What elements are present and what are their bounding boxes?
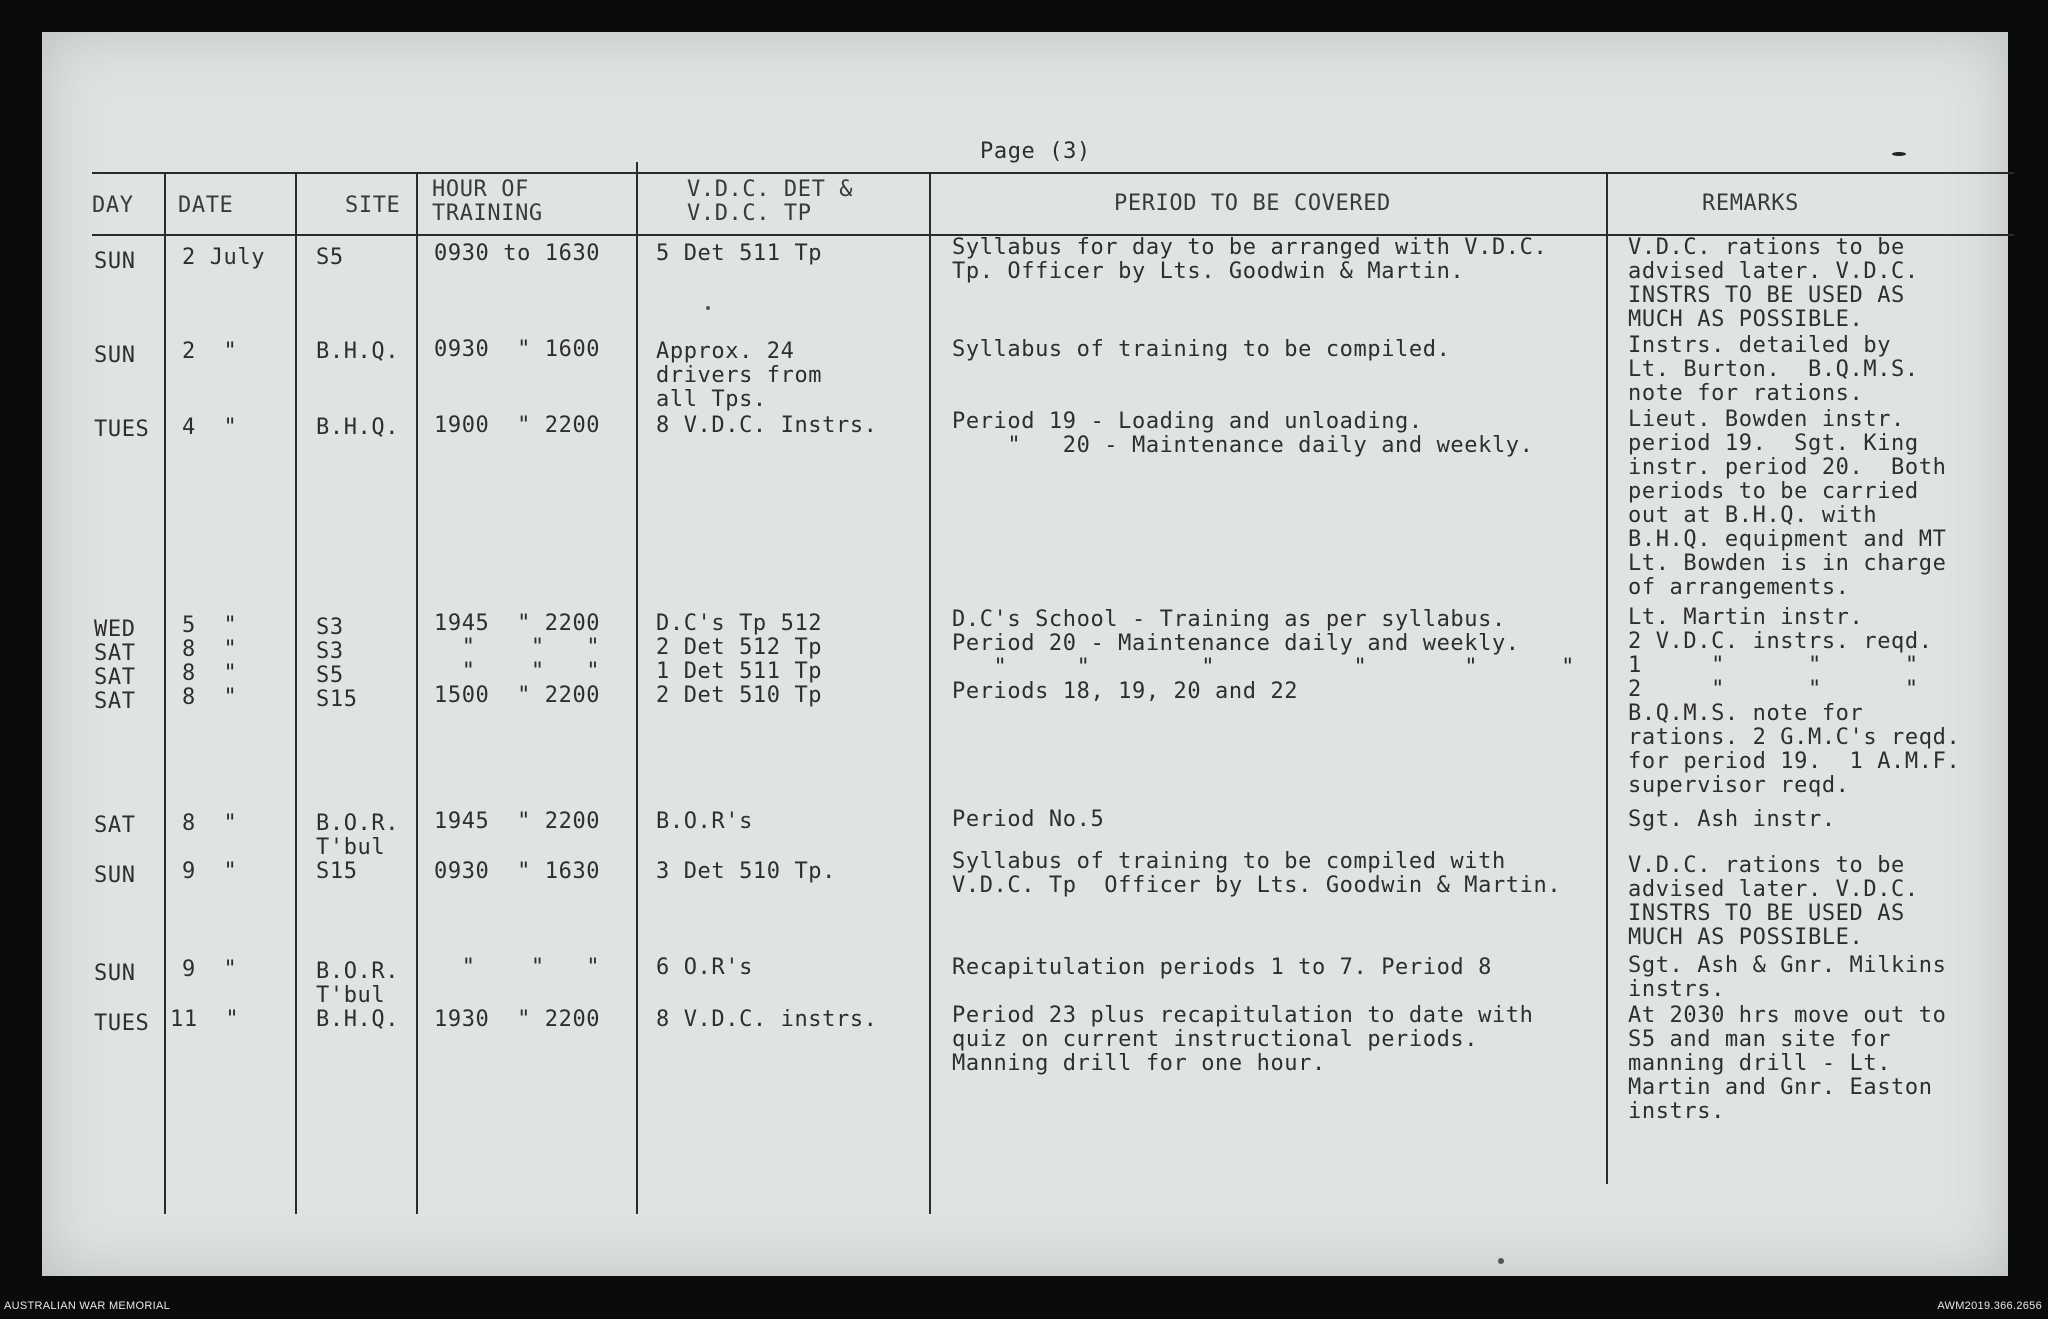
row7-site: B.O.R. T'bul <box>316 959 400 1008</box>
row4-date: 5 " 8 " 8 " 8 " <box>182 613 238 710</box>
row4-det: D.C's Tp 512 2 Det 512 Tp 1 Det 511 Tp 2 Det 510 Tp <box>656 611 823 708</box>
ink-speck <box>706 306 710 310</box>
row2-site: B.H.Q. <box>316 339 400 364</box>
row5-site: B.O.R. T'bul <box>316 811 400 860</box>
row3-remarks: Lieut. Bowden instr. period 19. Sgt. King instr. period 20. Both periods to be carried out at B.H.Q. with B.H.Q. equipment and MT Lt. Bowden is in charge of arrangements. <box>1628 407 1947 600</box>
divider-site-hour <box>416 174 418 1214</box>
row3-site: B.H.Q. <box>316 415 400 440</box>
row1-hour: 0930 to 1630 <box>434 241 601 266</box>
header-hour-line2: TRAINING <box>432 201 543 226</box>
row6-date: 9 " <box>182 859 238 884</box>
row7-period: Recapitulation periods 1 to 7. Period 8 <box>952 955 1492 980</box>
document-sheet <box>42 32 2008 1276</box>
row5-det: B.O.R's <box>656 809 753 834</box>
row8-det: 8 V.D.C. instrs. <box>656 1007 878 1032</box>
row3-date: 4 " <box>182 415 238 440</box>
row4-hour: 1945 " 2200 " " " " " " 1500 " 2200 <box>434 611 601 708</box>
row2-hour: 0930 " 1600 <box>434 337 601 362</box>
row1-date: 2 July <box>182 245 266 270</box>
row6-hour: 0930 " 1630 <box>434 859 601 884</box>
row3-det: 8 V.D.C. Instrs. <box>656 413 878 438</box>
row8-remarks: At 2030 hrs move out to S5 and man site for manning drill - Lt. Martin and Gnr. Easton instrs. <box>1628 1003 1947 1124</box>
divider-det-period <box>929 174 931 1214</box>
row8-hour: 1930 " 2200 <box>434 1007 601 1032</box>
header-day: DAY <box>92 193 134 218</box>
row2-period: Syllabus of training to be compiled. <box>952 337 1451 362</box>
row5-remarks: Sgt. Ash instr. <box>1628 807 1836 832</box>
row4-period: D.C's School - Training as per syllabus. Period 20 - Maintenance daily and weekly. " " " " " " Periods 18, 19, 20 and 22 <box>952 607 1576 704</box>
row5-date: 8 " <box>182 811 238 836</box>
row7-day: SUN <box>94 961 136 986</box>
row6-site: S15 <box>316 859 358 884</box>
row5-day: SAT <box>94 813 136 838</box>
row2-det: Approx. 24 drivers from all Tps. <box>656 339 823 412</box>
row6-day: SUN <box>94 863 136 888</box>
divider-date-site <box>295 174 297 1214</box>
row3-period: Period 19 - Loading and unloading. " 20 - Maintenance daily and weekly. <box>952 409 1534 458</box>
row6-period: Syllabus of training to be compiled with V.D.C. Tp Officer by Lts. Goodwin & Martin. <box>952 849 1562 898</box>
row2-remarks: Instrs. detailed by Lt. Burton. B.Q.M.S. note for rations. <box>1628 333 1919 406</box>
divider-period-remarks <box>1606 174 1608 1184</box>
row5-period: Period No.5 <box>952 807 1105 832</box>
row7-remarks: Sgt. Ash & Gnr. Milkins instrs. <box>1628 953 1947 1002</box>
row8-site: B.H.Q. <box>316 1007 400 1032</box>
footer-credit: AUSTRALIAN WAR MEMORIAL <box>4 1300 171 1312</box>
row2-date: 2 " <box>182 339 238 364</box>
header-date: DATE <box>178 193 234 218</box>
row8-date: 11 " <box>170 1007 240 1032</box>
header-det-line2: V.D.C. TP <box>687 201 812 226</box>
header-det-line1: V.D.C. DET & <box>687 177 854 202</box>
divider-day-date <box>164 174 166 1214</box>
header-site: SITE <box>345 193 401 218</box>
header-hour-line1: HOUR OF <box>432 177 529 202</box>
row4-remarks: Lt. Martin instr. 2 V.D.C. instrs. reqd. 1 " " " 2 " " " B.Q.M.S. note for rations. 2 G.M.C's reqd. for period 19. 1 A.M.F. supervisor reqd. <box>1628 605 1961 798</box>
row3-hour: 1900 " 2200 <box>434 413 601 438</box>
row5-hour: 1945 " 2200 <box>434 809 601 834</box>
header-remarks: REMARKS <box>1702 191 1799 216</box>
page-label: Page (3) <box>980 139 1091 164</box>
row1-remarks: V.D.C. rations to be advised later. V.D.C. INSTRS TO BE USED AS MUCH AS POSSIBLE. <box>1628 235 1919 332</box>
row1-det: 5 Det 511 Tp <box>656 241 823 266</box>
row4-day: WED SAT SAT SAT <box>94 617 136 714</box>
divider-hour-det <box>636 162 638 1214</box>
row6-remarks: V.D.C. rations to be advised later. V.D.C. INSTRS TO BE USED AS MUCH AS POSSIBLE. <box>1628 853 1919 950</box>
row8-day: TUES <box>94 1011 150 1036</box>
row7-date: 9 " <box>182 957 238 982</box>
footer-accession: AWM2019.366.2656 <box>1937 1300 2042 1312</box>
header-top-rule <box>92 172 2014 174</box>
row8-period: Period 23 plus recapitulation to date with quiz on current instructional periods. Manning drill for one hour. <box>952 1003 1534 1076</box>
row1-period: Syllabus for day to be arranged with V.D.C. Tp. Officer by Lts. Goodwin & Martin. <box>952 235 1548 284</box>
row1-day: SUN <box>94 249 136 274</box>
row1-site: S5 <box>316 245 344 270</box>
row6-det: 3 Det 510 Tp. <box>656 859 836 884</box>
row2-day: SUN <box>94 343 136 368</box>
ink-speck <box>1892 152 1906 156</box>
ink-speck <box>1498 1258 1504 1264</box>
row7-hour: " " " <box>434 955 601 980</box>
row3-day: TUES <box>94 417 150 442</box>
row7-det: 6 O.R's <box>656 955 753 980</box>
row4-site: S3 S3 S5 S15 <box>316 615 358 712</box>
header-period: PERIOD TO BE COVERED <box>1114 191 1391 216</box>
